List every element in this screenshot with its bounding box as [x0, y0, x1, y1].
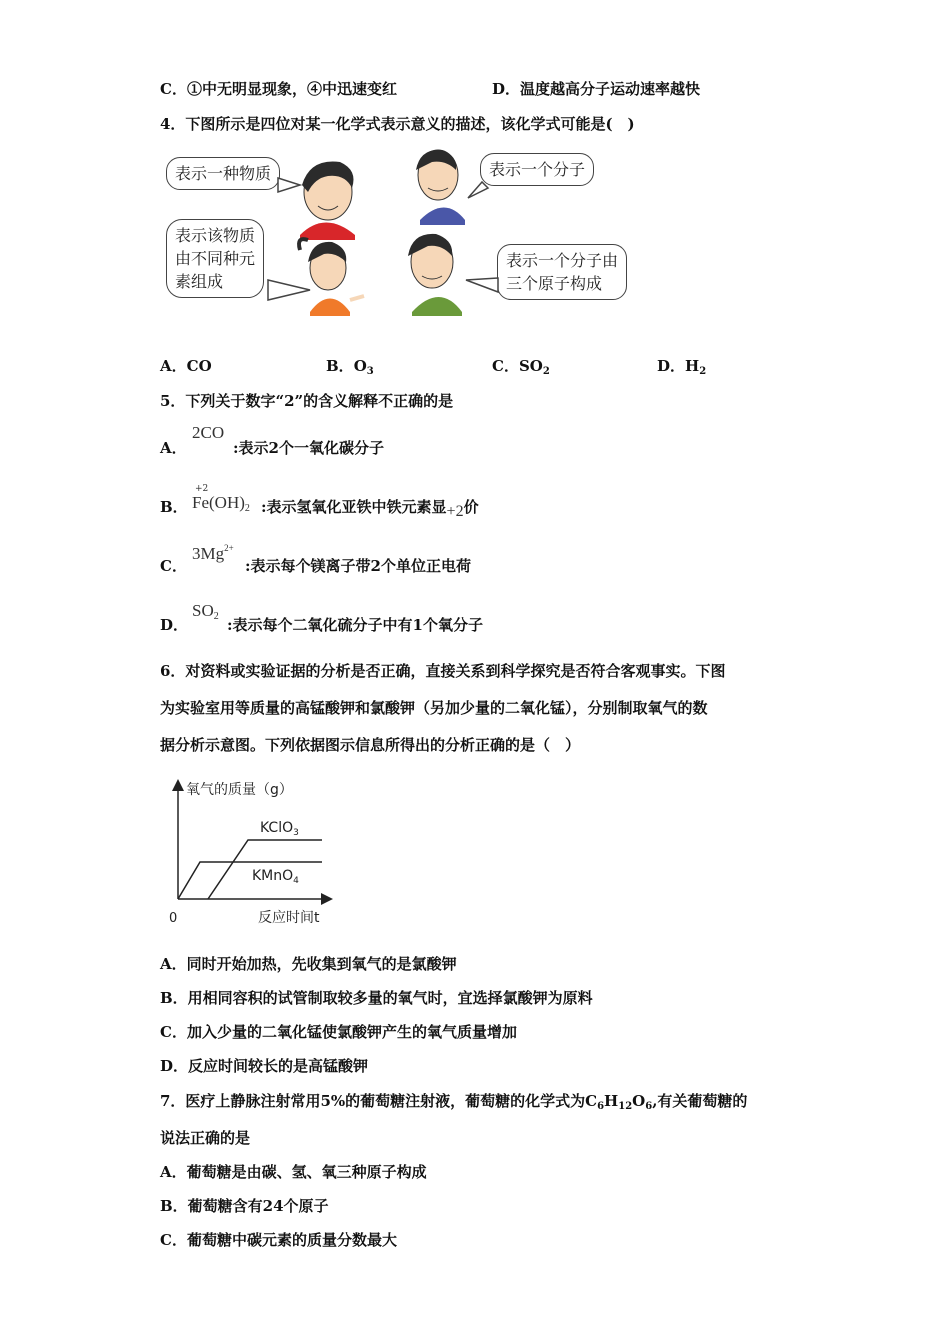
boy-red-shirt-icon: [300, 161, 355, 240]
formula-subscript: 6: [645, 1101, 653, 1112]
q4-option-d: [657, 355, 706, 377]
q4-option-b: [326, 355, 374, 377]
formula-subscript: 2: [244, 503, 250, 514]
option-label: C．: [492, 357, 519, 375]
q5-c-text: :表示每个镁离子带2个单位正电荷: [245, 557, 471, 575]
cartoon-figures: [150, 140, 670, 340]
q6-option-d: D．反应时间较长的是高锰酸钾: [160, 1057, 369, 1075]
formula-text: H: [604, 1092, 619, 1110]
option-label: C．: [160, 557, 187, 575]
q5-d-formula: [192, 601, 219, 622]
option-label: B．: [160, 498, 188, 516]
option-label: B．: [326, 357, 354, 375]
option-formula: SO: [518, 357, 543, 375]
q4-option-a: [160, 355, 212, 376]
q5-d-text: :表示每个二氧化硫分子中有1个氧分子: [227, 616, 483, 634]
explanation-suffix: 价: [463, 498, 479, 516]
formula-subscript: 12: [618, 1101, 633, 1112]
q5-a-formula: 2CO: [192, 423, 225, 442]
option-label: A．: [160, 357, 187, 375]
formula-subscript: 6: [597, 1101, 605, 1112]
q3-option-d: D．温度越高分子运动速率越快: [492, 80, 701, 98]
q5-b-charge: +2: [195, 484, 209, 494]
bubble-text: 三个原子构成: [506, 274, 603, 293]
q4-stem: 4．下图所示是四位对某一化学式表示意义的描述，该化学式可能是( ): [160, 115, 635, 133]
kmno4-series-label: KMnO$_4$: [252, 868, 299, 886]
q4-option-c: [492, 355, 550, 377]
q6-stem-line-2: 为实验室用等质量的高锰酸钾和氯酸钾（另加少量的二氧化锰），分别制取氧气的数: [160, 699, 708, 717]
formula-text: 3Mg: [192, 544, 225, 563]
girl-orange-shirt-icon: [299, 239, 364, 316]
formula-superscript: 2+: [224, 543, 234, 553]
option-label: A．: [160, 439, 187, 457]
formula-text: SO: [192, 601, 214, 620]
stem-text: 7．医疗上静脉注射常用5%的葡萄糖注射液，葡萄糖的化学式为C: [160, 1092, 598, 1110]
q5-option-d: [160, 614, 188, 635]
option-label: D．: [160, 616, 189, 634]
y-axis-label: 氧气的质量（g）: [186, 782, 293, 798]
option-label: D．: [657, 357, 686, 375]
oxygen-mass-chart: [160, 770, 360, 930]
q5-stem: 5．下列关于数字“2”的含义解释不正确的是: [160, 392, 454, 410]
q7-stem-line-2: 说法正确的是: [160, 1129, 251, 1147]
bubble-tail: [466, 278, 498, 292]
origin-label: 0: [169, 911, 178, 926]
bubble-text: 表示一个分子由: [506, 251, 619, 270]
kmno4-series-line: [178, 862, 322, 899]
valence-value: +2: [446, 503, 464, 520]
stem-text: ,有关葡萄糖的: [652, 1092, 748, 1110]
explanation-text: :表示氢氧化亚铁中铁元素显: [261, 498, 447, 516]
option-subscript: 2: [699, 366, 707, 377]
option-formula: CO: [186, 357, 212, 375]
bubble-tail: [468, 182, 488, 198]
q7-option-a: A．葡萄糖是由碳、氢、氧三种原子构成: [160, 1163, 427, 1181]
q5-option-c: [160, 555, 187, 576]
q5-c-formula: [192, 543, 234, 564]
bubble-text: 由不同种元: [175, 249, 256, 268]
q3-option-c: C．①中无明显现象，④中迅速变红: [160, 80, 397, 98]
bubble-text: 表示一种物质: [175, 164, 272, 183]
q5-option-a: [160, 437, 187, 458]
q6-stem-line-1: 6．对资料或实验证据的分析是否正确，直接关系到科学探究是否符合客观事实。下图: [160, 662, 726, 680]
option-formula: H: [685, 357, 700, 375]
q6-option-c: C．加入少量的二氧化锰使氯酸钾产生的氧气质量增加: [160, 1023, 517, 1041]
q7-stem-line-1: [160, 1090, 747, 1112]
option-subscript: 3: [366, 366, 374, 377]
formula-text: Fe(OH): [192, 493, 245, 512]
q6-option-a: A．同时开始加热，先收集到氧气的是氯酸钾: [160, 955, 457, 973]
q6-option-b: B．用相同容积的试管制取较多量的氧气时，宜选择氯酸钾为原料: [160, 989, 593, 1007]
bubble-tail: [278, 178, 300, 192]
man-blue-shirt-icon: [416, 150, 465, 225]
formula-subscript: 2: [213, 611, 219, 622]
q7-option-b: B．葡萄糖含有24个原子: [160, 1197, 329, 1215]
q5-b-text: [261, 496, 479, 521]
q6-stem-line-3: 据分析示意图。下列依据图示信息所得出的分析正确的是（ ）: [160, 736, 581, 754]
bubble-text: 素组成: [175, 272, 224, 291]
q5-b-formula: [192, 493, 250, 514]
option-subscript: 2: [542, 366, 550, 377]
bubble-text: 表示该物质: [175, 226, 256, 245]
option-formula: O: [353, 357, 367, 375]
kclo3-series-label: KClO$_3$: [260, 820, 299, 838]
formula-text: O: [632, 1092, 646, 1110]
bubble-tail: [268, 280, 310, 300]
bubble-text: 表示一个分子: [489, 160, 586, 179]
q5-a-text: :表示2个一氧化碳分子: [233, 439, 384, 457]
q7-option-c: C．葡萄糖中碳元素的质量分数最大: [160, 1231, 397, 1249]
boy-green-shirt-icon: [408, 234, 462, 316]
x-axis-label: 反应时间t: [258, 910, 320, 926]
q5-option-b: [160, 496, 188, 517]
